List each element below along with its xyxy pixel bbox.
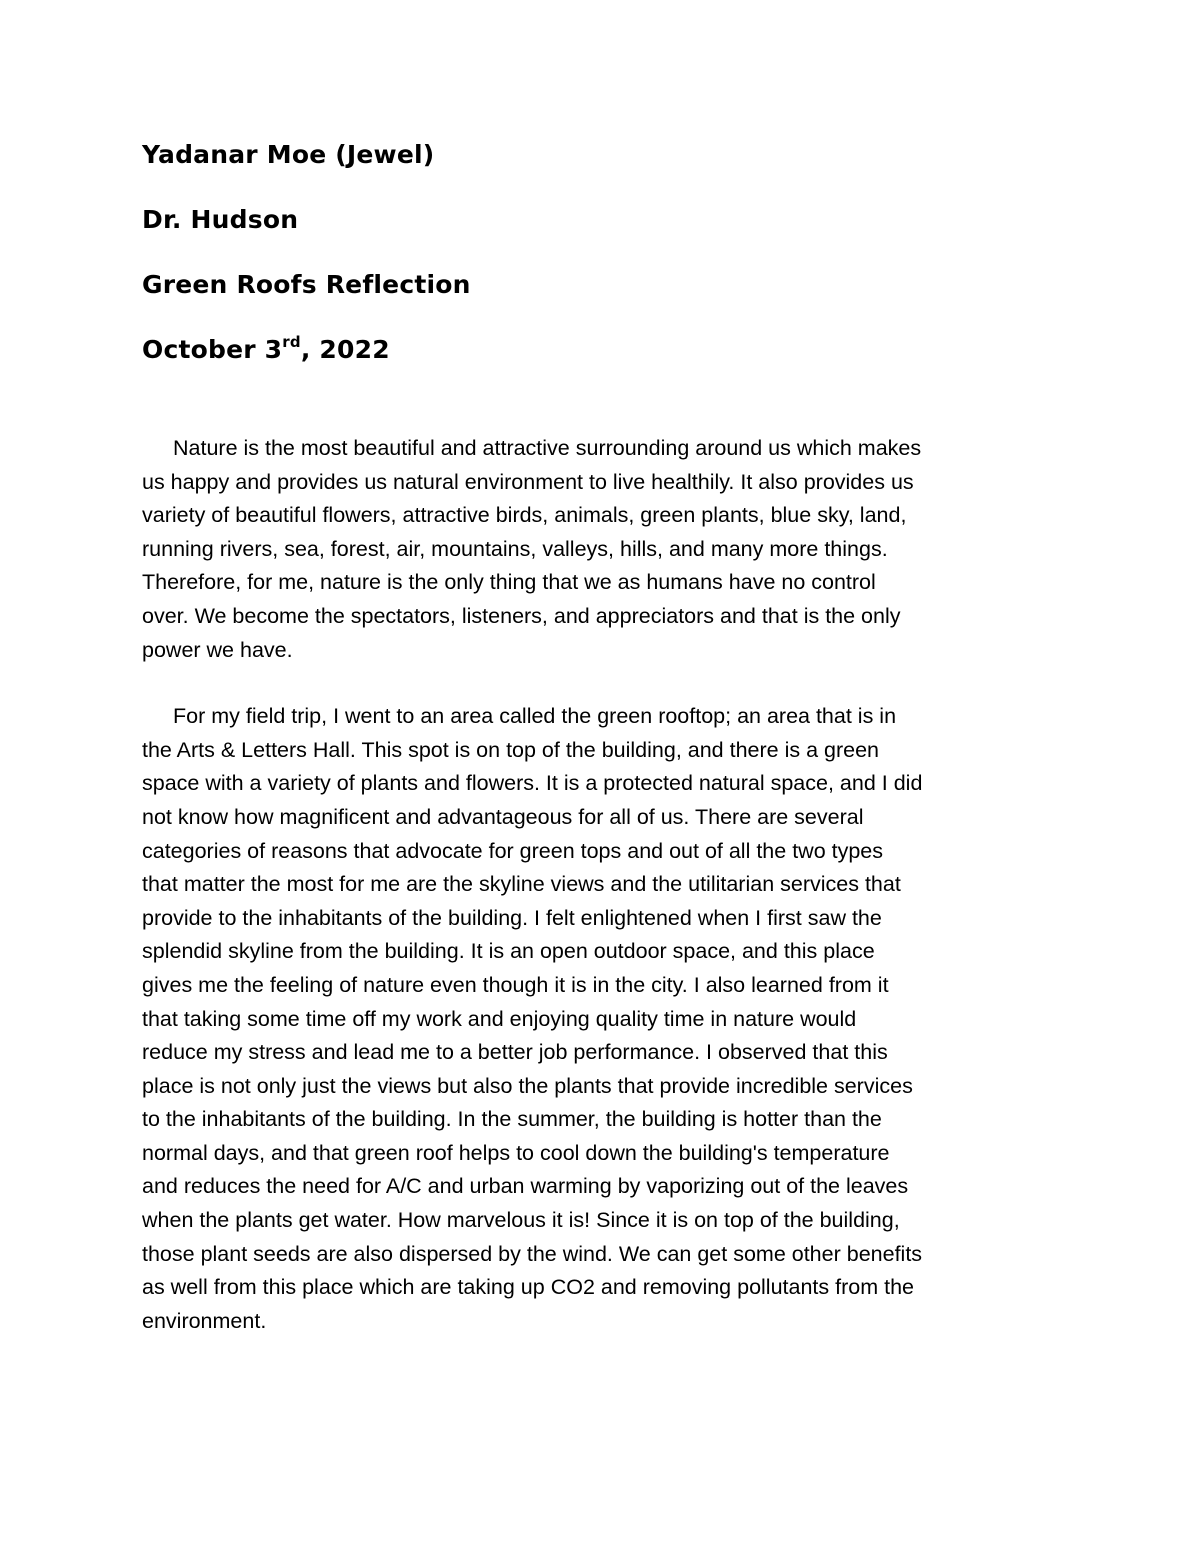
document-body [142, 432, 1062, 1371]
paragraph-line: over. We become the spectators, listeners, and appreciators and that is the only [142, 603, 901, 628]
paragraph-line: For my field trip, I went to an area called the green rooftop; an area that is in [173, 704, 897, 729]
paragraph-line: that matter the most for me are the skyline views and the utilitarian services that [142, 872, 901, 897]
paragraph-line: space with a variety of plants and flowers. It is a protected natural space, and I did [142, 771, 923, 796]
document-date [142, 332, 1062, 365]
paragraph-2 [142, 700, 1062, 1338]
paragraph-line: when the plants get water. How marvelous it is! Since it is on top of the building, [142, 1208, 900, 1233]
paragraph-line: splendid skyline from the building. It is an open outdoor space, and this place [142, 939, 875, 964]
paragraph-line: variety of beautiful flowers, attractive birds, animals, green plants, blue sky, land, [142, 503, 907, 528]
paragraph-line: those plant seeds are also dispersed by the wind. We can get some other benefits [142, 1241, 923, 1266]
paragraph-line: place is not only just the views but also the plants that provide incredible services [142, 1073, 913, 1098]
paragraph-line: and reduces the need for A/C and urban warming by vaporizing out of the leaves [142, 1174, 909, 1199]
document-header [142, 140, 1062, 400]
paragraph-line: running rivers, sea, forest, air, mountains, valleys, hills, and many more things. [142, 536, 888, 561]
paragraph-line: reduce my stress and lead me to a better job performance. I observed that this [142, 1040, 888, 1065]
paragraph-line: to the inhabitants of the building. In the summer, the building is hotter than the [142, 1107, 882, 1132]
paragraph-1 [142, 432, 1062, 667]
paragraph-line: us happy and provides us natural environment to live healthily. It also provides us [142, 469, 914, 494]
date-ordinal-suffix: rd [282, 332, 301, 351]
paragraph-line: categories of reasons that advocate for green tops and out of all the two types [142, 838, 884, 863]
document-title: Green Roofs Reflection [142, 270, 471, 299]
paragraph-line: that taking some time off my work and enjoying quality time in nature would [142, 1006, 857, 1031]
paragraph-line: normal days, and that green roof helps to cool down the building's temperature [142, 1140, 890, 1165]
paragraph-line: gives me the feeling of nature even though it is in the city. I also learned from it [142, 972, 889, 997]
date-year: , 2022 [300, 335, 390, 364]
paragraph-line: Nature is the most beautiful and attractive surrounding around us which makes [173, 436, 922, 460]
paragraph-line: not know how magnificent and advantageous for all of us. There are several [142, 804, 864, 829]
paragraph-line: environment. [142, 1308, 267, 1333]
paragraph-line: power we have. [142, 637, 293, 662]
date-prefix: October 3 [142, 335, 283, 364]
instructor-name: Dr. Hudson [142, 205, 299, 234]
paragraph-line: the Arts & Letters Hall. This spot is on top of the building, and there is a green [142, 737, 880, 762]
author-name: Yadanar Moe (Jewel) [142, 140, 435, 169]
paragraph-line: provide to the inhabitants of the building. I felt enlightened when I first saw the [142, 905, 882, 930]
paragraph-line: as well from this place which are taking up CO2 and removing pollutants from the [142, 1275, 914, 1300]
paragraph-line: Therefore, for me, nature is the only thing that we as humans have no control [142, 570, 876, 595]
